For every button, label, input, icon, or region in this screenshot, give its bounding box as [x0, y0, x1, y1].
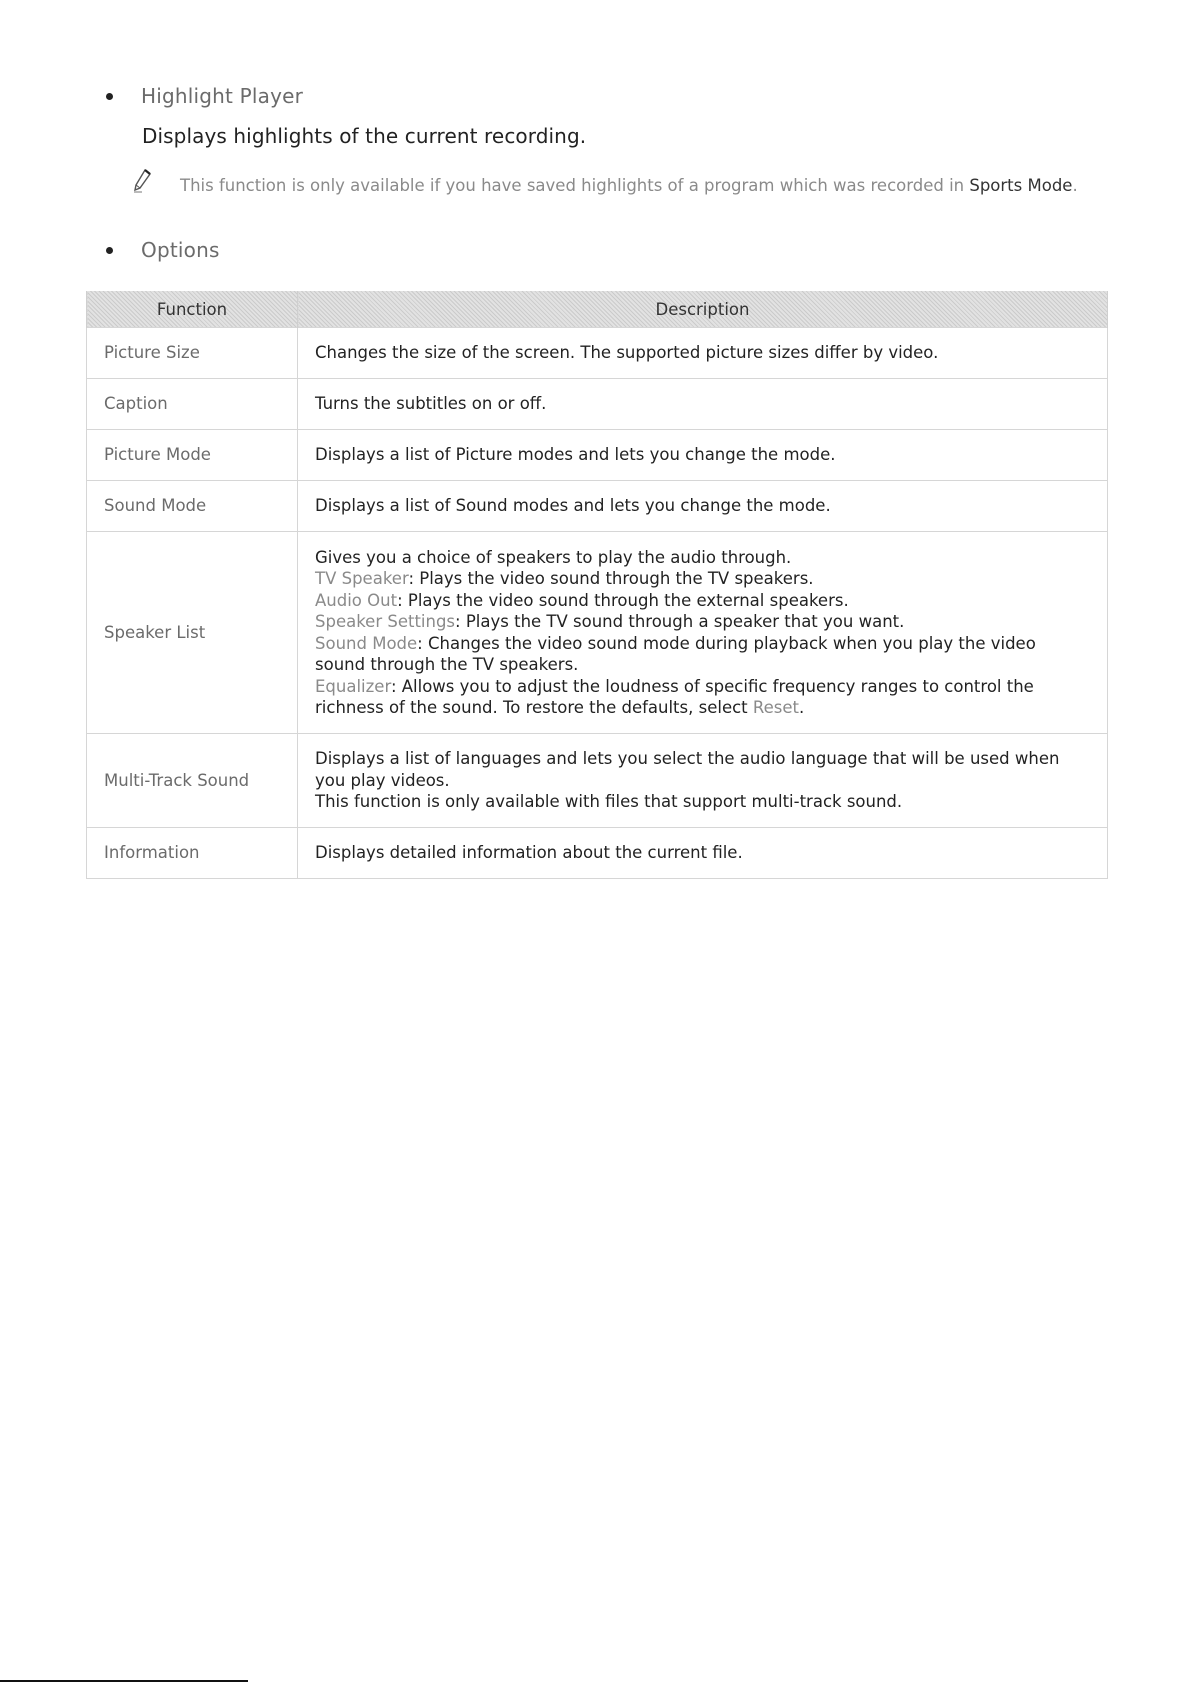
table-row [87, 379, 1108, 430]
function-cell: Picture Size [87, 328, 298, 379]
speaker-list-intro: Gives you a choice of speakers to play the audio through. [315, 547, 792, 567]
table-row [87, 532, 1108, 734]
description-cell: Displays a list of Picture modes and lets you change the mode. [298, 430, 1108, 481]
description-cell: Displays a list of Sound modes and lets you change the mode. [298, 481, 1108, 532]
note-sports-mode: Sports Mode [969, 176, 1073, 195]
table-row [87, 734, 1108, 828]
speaker-settings-label: Speaker Settings [315, 612, 456, 631]
description-cell [298, 734, 1108, 828]
tv-speaker-text: : Plays the video sound through the TV speakers. [408, 569, 814, 588]
highlight-description: Displays highlights of the current recording. [142, 124, 587, 148]
speaker-list-tv-speaker [315, 568, 1089, 590]
header-function: Function [87, 291, 298, 328]
function-cell: Information [87, 828, 298, 879]
heading-highlight-player: Highlight Player [141, 84, 304, 108]
speaker-settings-text: : Plays the TV sound through a speaker that you want. [455, 612, 905, 631]
description-cell: Turns the subtitles on or off. [298, 379, 1108, 430]
bullet-dot [106, 93, 113, 100]
header-description: Description [298, 291, 1108, 328]
speaker-list-speaker-settings [315, 611, 1089, 633]
footer-rule [0, 1680, 248, 1682]
multi-track-line2: This function is only available with files that support multi-track sound. [315, 792, 903, 812]
function-cell: Multi-Track Sound [87, 734, 298, 828]
equalizer-text: : Allows you to adjust the loudness of specific frequency ranges to control the richness of the sound. To restore the defaults, select [315, 676, 1034, 717]
function-cell: Sound Mode [87, 481, 298, 532]
speaker-list-sound-mode [315, 633, 1089, 676]
bullet-options [106, 238, 220, 262]
function-cell: Speaker List [87, 532, 298, 734]
audio-out-text: : Plays the video sound through the external speakers. [397, 590, 849, 610]
speaker-list-equalizer [315, 676, 1089, 719]
reset-label: Reset [752, 698, 799, 717]
table-header-row [87, 291, 1108, 328]
heading-options: Options [141, 238, 220, 262]
pencil-note-icon [132, 168, 154, 194]
bullet-dot [106, 247, 113, 254]
note-body: This function is only available if you have saved highlights of a program which was recorded in [180, 176, 970, 195]
options-table [86, 291, 1108, 879]
sound-mode-label: Sound Mode [315, 633, 418, 653]
function-cell: Caption [87, 379, 298, 430]
speaker-list-audio-out [315, 590, 1089, 612]
bullet-highlight-player [106, 84, 303, 108]
reset-end: . [798, 698, 805, 717]
function-cell: Picture Mode [87, 430, 298, 481]
table-row [87, 430, 1108, 481]
table-row [87, 828, 1108, 879]
table-row [87, 328, 1108, 379]
description-cell [298, 532, 1108, 734]
description-cell: Changes the size of the screen. The supported picture sizes differ by video. [298, 328, 1108, 379]
table-row [87, 481, 1108, 532]
audio-out-label: Audio Out [315, 590, 398, 610]
note-end: . [1072, 176, 1078, 195]
description-cell: Displays detailed information about the current file. [298, 828, 1108, 879]
tv-speaker-label: TV Speaker [315, 569, 409, 588]
note-text [180, 173, 1110, 199]
sound-mode-text: : Changes the video sound mode during playback when you play the video sound through the TV speakers. [315, 633, 1036, 674]
equalizer-label: Equalizer [315, 676, 391, 696]
multi-track-line1: Displays a list of languages and lets you select the audio language that will be used when you play videos. [315, 749, 1060, 790]
